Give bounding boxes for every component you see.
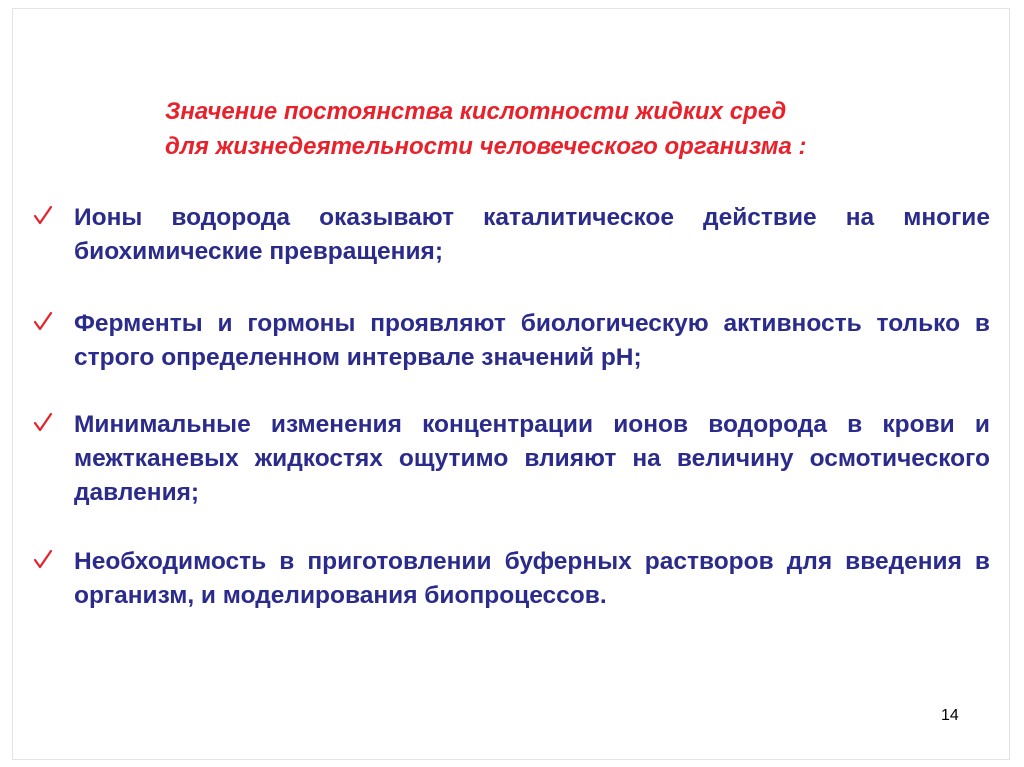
page-number: 14 [941, 707, 959, 724]
bullet-text: Ферменты и гормоны проявляют биологическую активность только в строго определенном интервале значений рН; [74, 310, 990, 371]
bullet-text: Минимальные изменения концентрации ионов водорода в крови и межтканевых жидкостях ощутимо влияют на величину осмотического давления; [74, 411, 990, 506]
slide-title-line-1: Значение постоянства кислотности жидких сред [165, 98, 787, 125]
slide-title-line-2: для жизнедеятельности человеческого организма : [165, 133, 807, 160]
bullet-text: Ионы водорода оказывают каталитическое действие на многие биохимические превращения; [74, 204, 990, 265]
checkmark-icon [32, 410, 54, 436]
checkmark-icon [32, 203, 54, 229]
checkmark-icon [32, 309, 54, 335]
checkmark-icon [32, 547, 54, 573]
bullet-text: Необходимость в приготовлении буферных растворов для введения в организм, и моделирования биопроцессов. [74, 548, 990, 609]
